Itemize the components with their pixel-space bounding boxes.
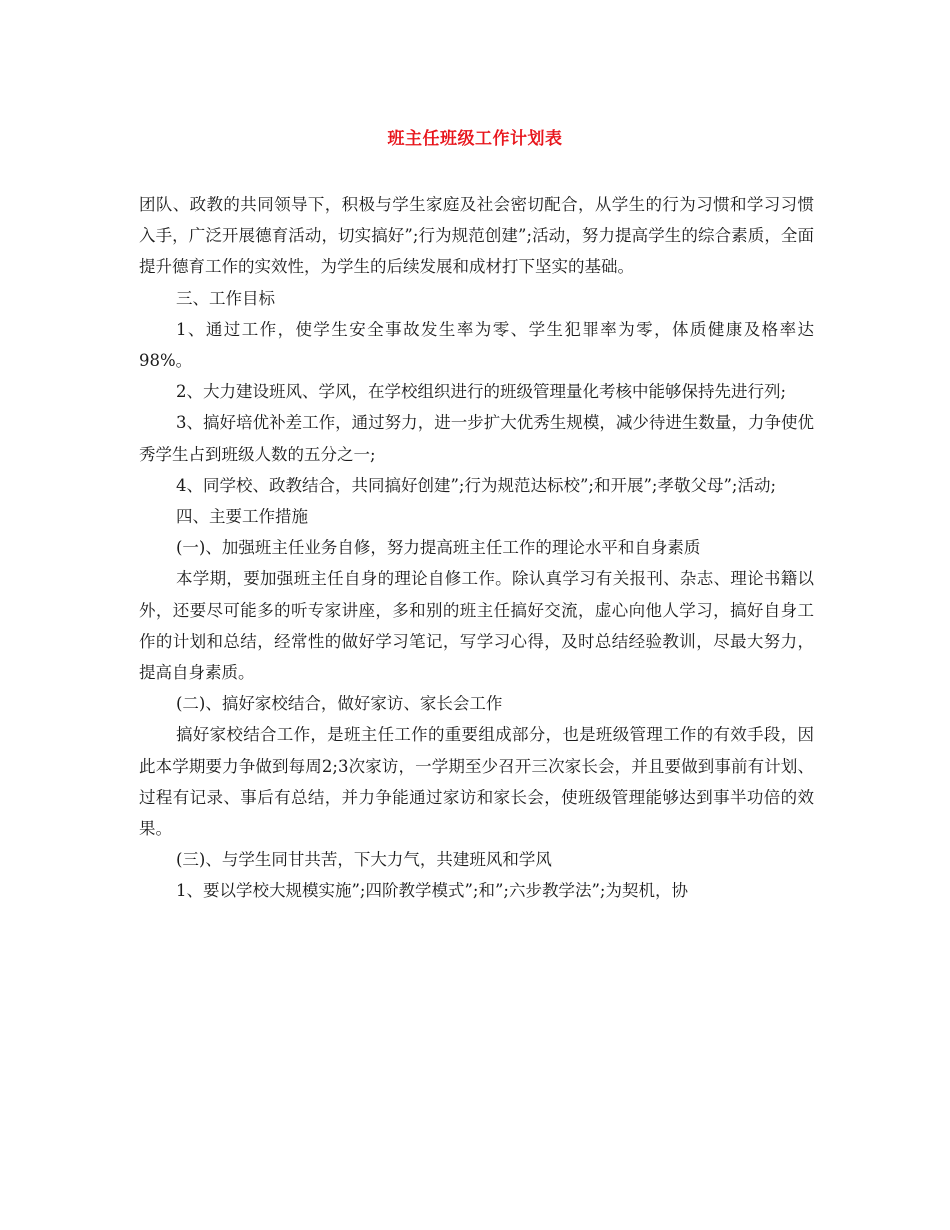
paragraph: 1、通过工作，使学生安全事故发生率为零、学生犯罪率为零，体质健康及格率达98%。 xyxy=(139,319,814,371)
paragraph: 4、同学校、政教结合，共同搞好创建”;行为规范达标校”;和开展”;孝敬父母”;活动; xyxy=(176,475,777,495)
paragraph: 1、要以学校大规模实施”;四阶教学模式”;和”;六步教学法”;为契机，协 xyxy=(176,881,688,901)
paragraph: (三)、与学生同甘共苦，下大力气，共建班风和学风 xyxy=(176,850,552,870)
paragraph: 3、搞好培优补差工作，通过努力，进一步扩大优秀生规模，减少待进生数量，力争使优秀学生占到班级人数的五分之一; xyxy=(139,413,814,464)
document-body xyxy=(139,189,814,907)
paragraph: 四、主要工作措施 xyxy=(176,507,308,527)
paragraph: 本学期，要加强班主任自身的理论自修工作。除认真学习有关报刊、杂志、理论书籍以外，还要尽可能多的听专家讲座，多和别的班主任搞好交流，虚心向他人学习，搞好自身工作的计划和总结，经常性的做好学习笔记，写学习心得，及时总结经验教训，尽最大努力，提高自身素质。 xyxy=(139,569,814,683)
paragraph: (一)、加强班主任业务自修，努力提高班主任工作的理论水平和自身素质 xyxy=(176,538,701,558)
paragraph: 团队、政教的共同领导下，积极与学生家庭及社会密切配合，从学生的行为习惯和学习习惯入手，广泛开展德育活动，切实搞好”;行为规范创建”;活动，努力提高学生的综合素质，全面提升德育工作的实效性，为学生的后续发展和成材打下坚实的基础。 xyxy=(139,195,814,277)
paragraph: (二)、搞好家校结合，做好家访、家长会工作 xyxy=(176,694,503,714)
paragraph: 2、大力建设班风、学风，在学校组织进行的班级管理量化考核中能够保持先进行列; xyxy=(176,382,787,402)
document-title: 班主任班级工作计划表 xyxy=(387,129,563,149)
paragraph: 搞好家校结合工作，是班主任工作的重要组成部分，也是班级管理工作的有效手段，因此本学期要力争做到每周2;3次家访，一学期至少召开三次家长会，并且要做到事前有计划、过程有记录、事后有总结，并力争能通过家访和家长会，使班级管理能够达到事半功倍的效果。 xyxy=(139,725,814,839)
paragraph: 三、工作目标 xyxy=(176,288,275,308)
